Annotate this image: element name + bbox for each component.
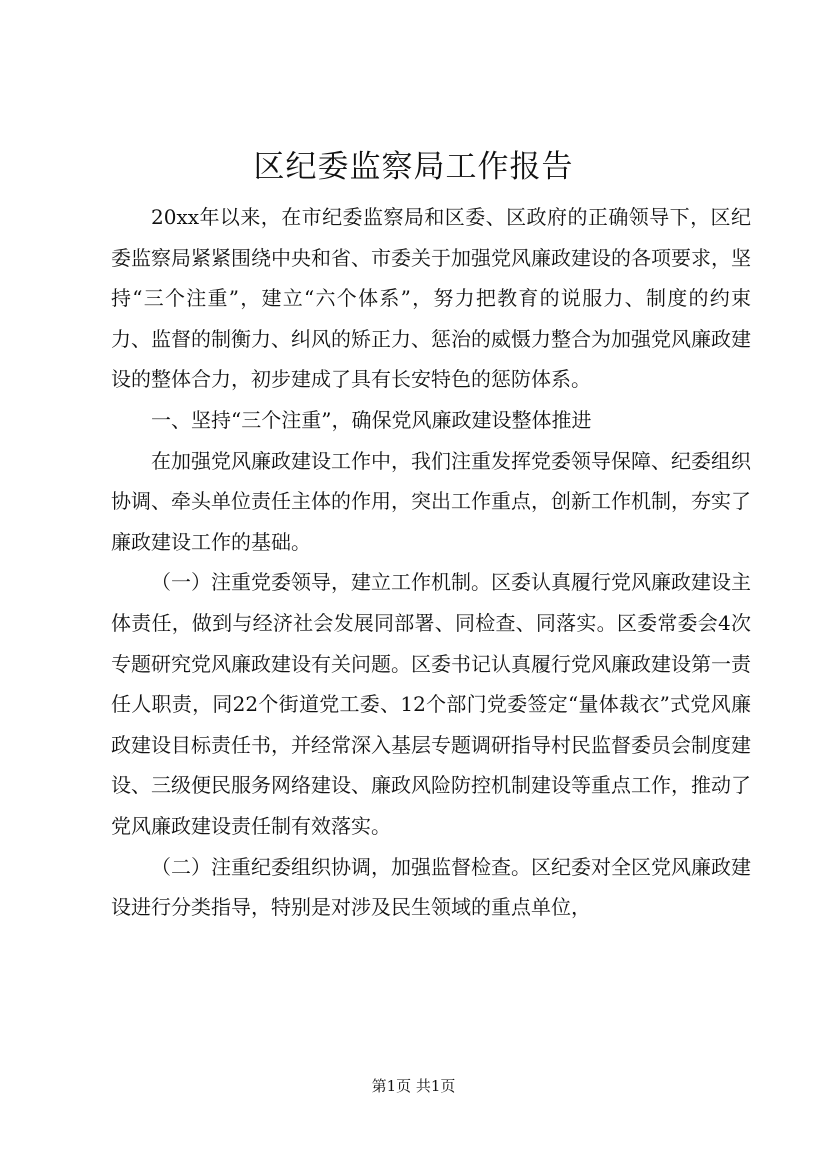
page-number-footer: 第1页 共1页 [371, 1077, 456, 1095]
document-body [111, 197, 751, 928]
subsection-one-paragraph: （一）注重党委领导，建立工作机制。区委认真履行党风廉政建设主体责任，做到与经济社会发展同部署、同检查、同落实。区委常委会4次专题研究党风廉政建设有关问题。区委书记认真履行党风廉政建设第一责任人职责，同22个街道党工委、12个部门党委签定“量体裁衣”式党风廉政建设目标责任书，并经常深入基层专题调研指导村民监督委员会制度建设、三级便民服务网络建设、廉政风险防控机制建设等重点工作，推动了党风廉政建设责任制有效落实。 [111, 570, 751, 838]
intro-paragraph: 20xx年以来，在市纪委监察局和区委、区政府的正确领导下，区纪委监察局紧紧围绕中央和省、市委关于加强党风廉政建设的各项要求，坚持“三个注重”，建立“六个体系”，努力把教育的说服力、制度的约束力、监督的制衡力、纠风的矫正力、惩治的威慑力整合为加强党风廉政建设的整体合力，初步建成了具有长安特色的惩防体系。 [111, 205, 751, 392]
section-heading: 一、坚持“三个注重”，确保党风廉政建设整体推进 [151, 407, 592, 432]
document-title: 区纪委监察局工作报告 [253, 149, 574, 185]
subsection-two-paragraph: （二）注重纪委组织协调，加强监督检查。区纪委对全区党风廉政建设进行分类指导，特别是对涉及民生领域的重点单位， [111, 854, 751, 920]
section-intro-paragraph: 在加强党风廉政建设工作中，我们注重发挥党委领导保障、纪委组织协调、牵头单位责任主体的作用，突出工作重点，创新工作机制，夯实了廉政建设工作的基础。 [111, 448, 751, 554]
